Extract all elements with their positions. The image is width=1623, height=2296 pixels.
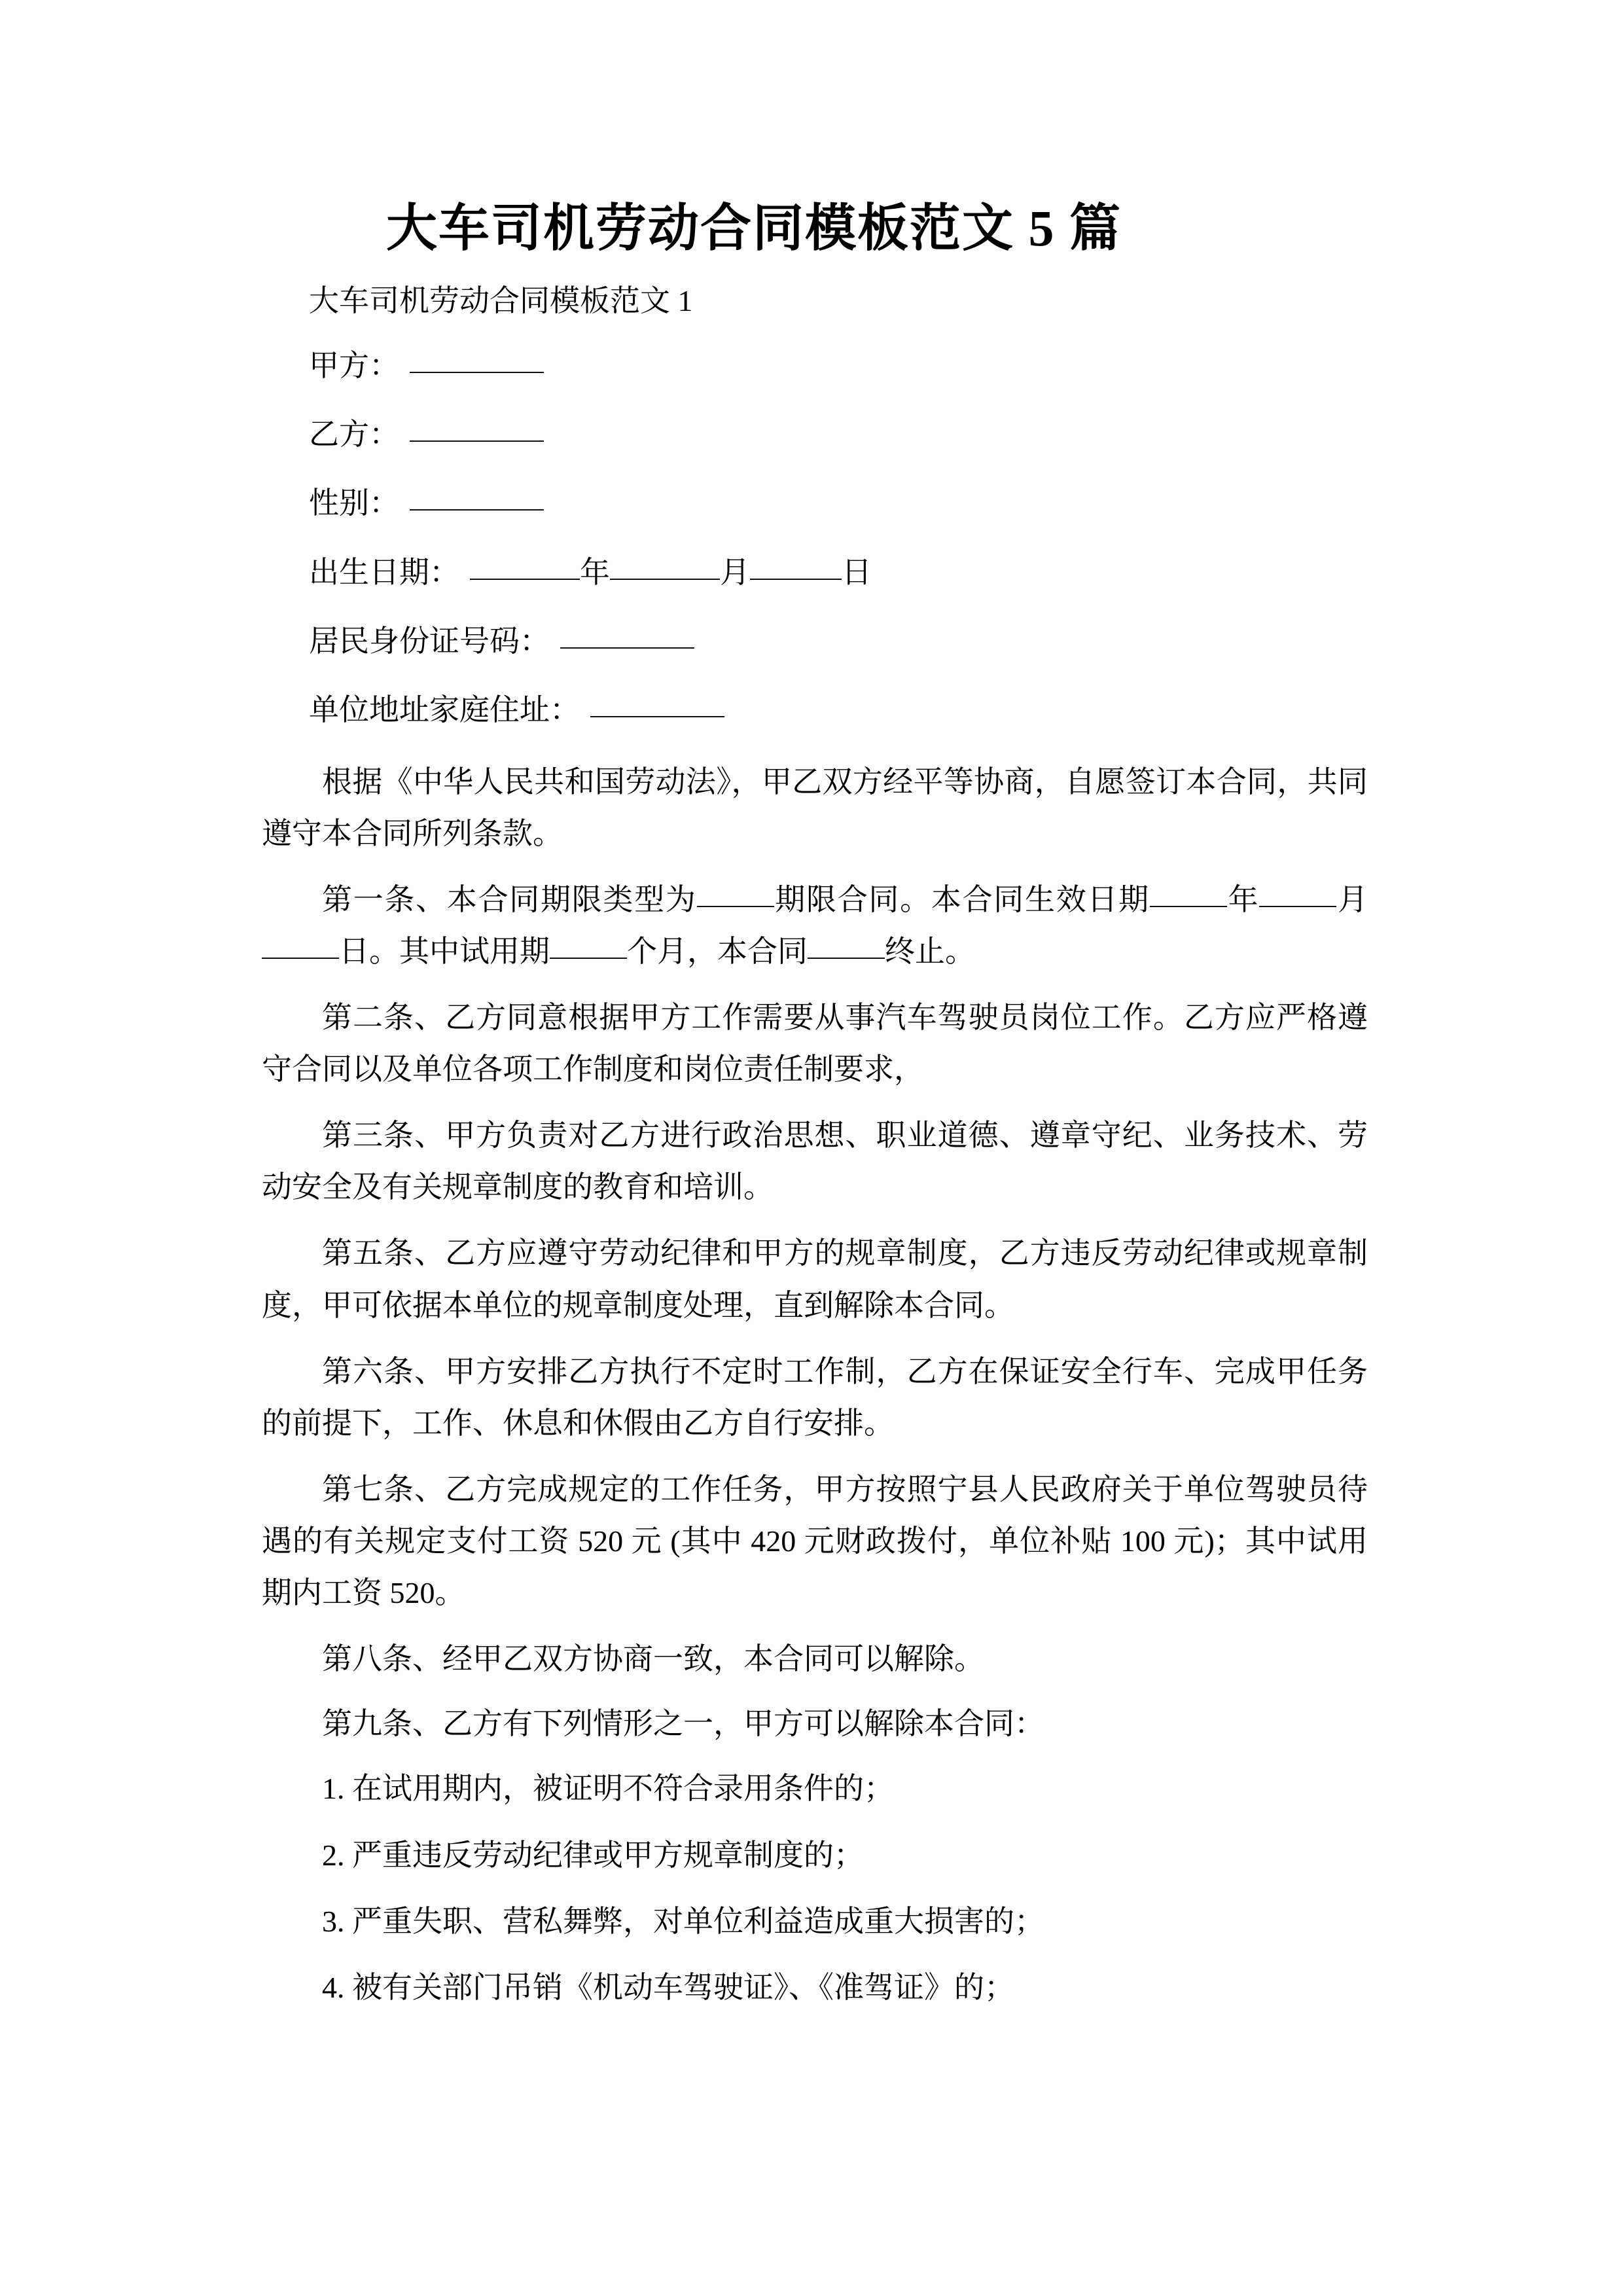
field-row-id-number (262, 618, 1368, 664)
paragraph-article-3: 第三条、甲方负责对乙方进行政治思想、职业道德、遵章守纪、业务技术、劳动安全及有关规章制度的教育和培训。 (262, 1119, 1368, 1204)
article-1-blank-term-type[interactable] (697, 906, 774, 907)
article-1-part-7: 终止。 (885, 934, 975, 968)
article-1-blank-month[interactable] (1259, 906, 1336, 907)
article-1-part-3: 年 (1226, 882, 1260, 916)
article-1-part-4: 月 (1336, 882, 1368, 916)
article-1-blank-day[interactable] (262, 958, 339, 959)
field-label-party-a: 甲方： (309, 348, 399, 382)
clause-list (262, 1763, 1368, 2013)
article-1-part-1: 第一条、本合同期限类型为 (322, 882, 697, 916)
field-blank-gender[interactable] (410, 509, 544, 511)
unit-day: 日 (842, 555, 872, 589)
field-row-birth-date (262, 549, 1368, 596)
article-1-blank-termination[interactable] (808, 958, 885, 959)
document-subtitle: 大车司机劳动合同模板范文 1 (309, 283, 693, 317)
field-label-party-b: 乙方： (309, 418, 399, 452)
list-item: 4. 被有关部门吊销《机动车驾驶证》、《准驾证》的； (322, 1970, 1014, 2004)
article-1-part-2: 期限合同。本合同生效日期 (774, 882, 1150, 916)
paragraph-article-8: 第八条、经甲乙双方协商一致，本合同可以解除。 (322, 1642, 984, 1676)
paragraph-article-5: 第五条、乙方应遵守劳动纪律和甲方的规章制度，乙方违反劳动纪律或规章制度，甲可依据本单位的规章制度处理，直到解除本合同。 (262, 1236, 1368, 1322)
field-label-address: 单位地址家庭住址： (309, 693, 580, 727)
field-blank-birth-month[interactable] (610, 579, 720, 580)
paragraph-article-7: 第七条、乙方完成规定的工作任务，甲方按照宁县人民政府关于单位驾驶员待遇的有关规定支付工资 520 元 (其中 420 元财政拨付，单位补贴 100 元)；其中试用期内工资 520。 (262, 1472, 1368, 1610)
paragraph-article-6: 第六条、甲方安排乙方执行不定时工作制，乙方在保证安全行车、完成甲任务的前提下，工作、休息和休假由乙方自行安排。 (262, 1354, 1368, 1440)
list-item: 3. 严重失职、营私舞弊，对单位利益造成重大损害的； (322, 1904, 1044, 1938)
field-blank-id-number[interactable] (560, 647, 694, 649)
unit-year: 年 (580, 555, 610, 589)
article-1-blank-probation-months[interactable] (550, 958, 627, 959)
article-1-part-5: 日。其中试用期 (339, 934, 550, 968)
list-item: 1. 在试用期内，被证明不符合录用条件的； (322, 1772, 894, 1806)
list-item: 2. 严重违反劳动纪律或甲方规章制度的； (322, 1838, 864, 1872)
page-title: 大车司机劳动合同模板范文 5 篇 (386, 200, 1122, 257)
article-1-part-6: 个月，本合同 (627, 934, 808, 968)
paragraph-article-2: 第二条、乙方同意根据甲方工作需要从事汽车驾驶员岗位工作。乙方应严格遵守合同以及单位各项工作制度和岗位责任制要求， (262, 1001, 1368, 1086)
field-label-id-number: 居民身份证号码： (309, 624, 550, 658)
field-row-gender (262, 480, 1368, 526)
field-blank-birth-year[interactable] (470, 579, 580, 580)
field-row-party-a (262, 342, 1368, 389)
field-label-birth-date: 出生日期： (309, 555, 459, 589)
field-row-address (262, 687, 1368, 733)
paragraph-article-9: 第九条、乙方有下列情形之一，甲方可以解除本合同： (322, 1707, 1044, 1741)
field-blank-party-b[interactable] (410, 440, 544, 442)
field-blank-party-a[interactable] (410, 372, 544, 373)
unit-month: 月 (720, 555, 750, 589)
paragraph-preamble: 根据《中华人民共和国劳动法》，甲乙双方经平等协商，自愿签订本合同，共同遵守本合同所列条款。 (262, 764, 1368, 850)
paragraph-article-1 (262, 874, 1368, 977)
field-label-gender: 性别： (309, 486, 399, 520)
field-blank-birth-day[interactable] (750, 579, 842, 580)
field-row-party-b (262, 411, 1368, 457)
field-blank-address[interactable] (590, 716, 724, 717)
article-1-blank-year[interactable] (1150, 906, 1227, 907)
